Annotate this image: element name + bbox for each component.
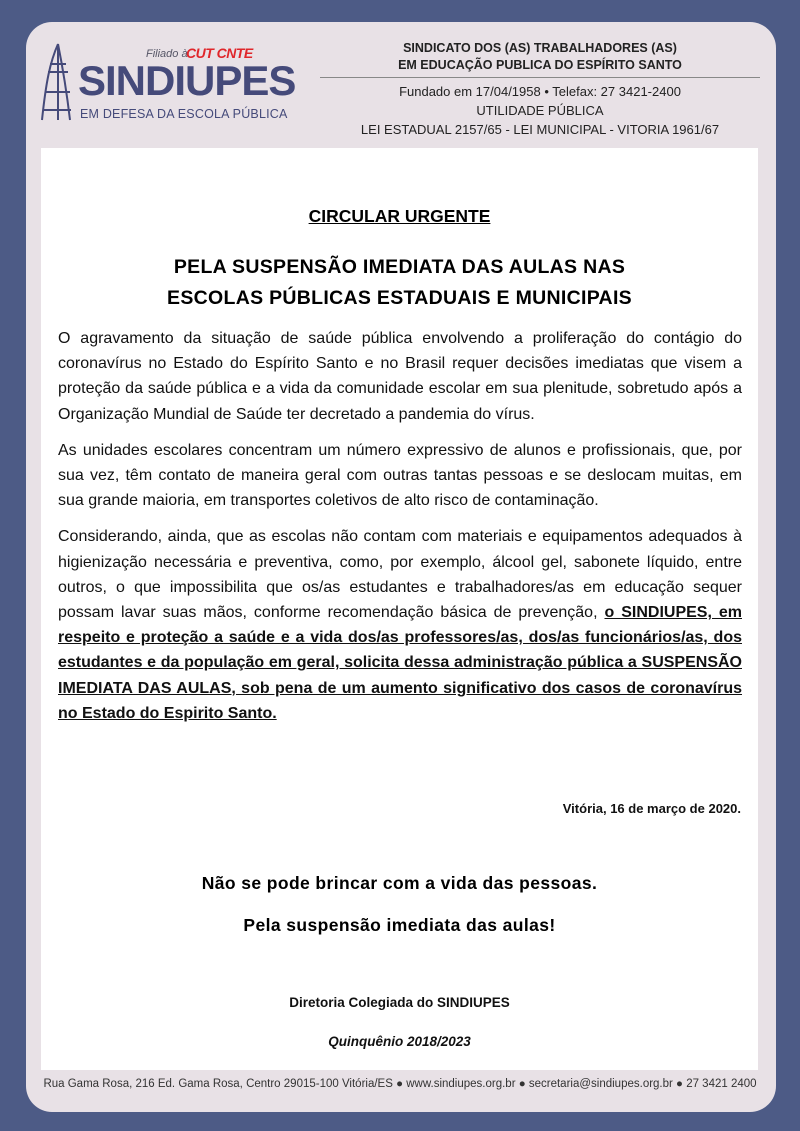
slogan-1: Não se pode brincar com a vida das pessoas. xyxy=(201,873,598,893)
header-divider xyxy=(320,77,760,78)
sindiupes-logo xyxy=(40,40,296,130)
utility-line: UTILIDADE PÚBLICA xyxy=(476,103,604,118)
signature: Diretoria Colegiada do SINDIUPES xyxy=(289,995,510,1010)
circular-label: CIRCULAR URGENTE xyxy=(308,206,491,226)
tower-logo-icon xyxy=(40,42,76,122)
union-name-line1: SINDICATO DOS (AS) TRABALHADORES (AS) xyxy=(403,41,677,55)
date-line: Vitória, 16 de março de 2020. xyxy=(562,801,741,816)
document-title xyxy=(61,252,738,314)
union-info xyxy=(320,40,760,139)
union-name-line2: EM EDUCAÇÃO PUBLICA DO ESPÍRITO SANTO xyxy=(398,58,682,72)
founded-line: Fundado em 17/04/1958 • Telefax: 27 3421-2400 xyxy=(399,84,681,99)
brand-tagline: EM DEFESA DA ESCOLA PÚBLICA xyxy=(80,107,288,121)
letterhead-header xyxy=(40,40,760,140)
cut-cnte-logo: CUT CNTE xyxy=(186,45,253,61)
paragraph-2: As unidades escolares concentram um número expressivo de alunos e profissionais, que, por sua vez, têm contato de maneira geral com outras tantas pessoas e se deslocam muitas, em sua grande maioria, em transportes coletivos de alto risco de contaminação. xyxy=(58,441,742,510)
paragraph-3 xyxy=(58,524,742,726)
brand-name: SINDIUPES xyxy=(78,57,296,104)
paragraph-3-emphasis: o SINDIUPES, em respeito e proteção a saúde e a vida dos/as professores/as, dos/as funcionários/as, dos estudantes e da população em geral, solicita dessa administração pública a SUSPENSÃO IMEDIATA DAS AULAS, sob pena de um aumento significativo dos casos de coronavírus no Estado do Espirito Santo. xyxy=(58,604,742,722)
laws-line: LEI ESTADUAL 2157/65 - LEI MUNICIPAL - VITORIA 1961/67 xyxy=(360,122,720,137)
paragraph-3-text: Considerando, ainda, que as escolas não contam com materiais e equipamentos adequados à higienização necessária e preventiva, como, por exemplo, álcool gel, sabonete líquido, entre outros, o que impossibilita que os/as estudantes e trabalhadores/as em educação sequer possam lavar suas mãos, conforme recomendação básica de prevenção, xyxy=(58,528,742,622)
title-line1: PELA SUSPENSÃO IMEDIATA DAS AULAS NAS xyxy=(173,256,626,278)
term: Quinquênio 2018/2023 xyxy=(328,1034,471,1049)
affiliation-label: Filiado à xyxy=(146,48,188,60)
title-line2: ESCOLAS PÚBLICAS ESTADUAIS E MUNICIPAIS xyxy=(167,287,632,309)
paragraph-1: O agravamento da situação de saúde pública envolvendo a proliferação do contágio do coronavírus no Estado do Espírito Santo e no Brasil requer decisões imediatas que visem a proteção da saúde pública e a vida da comunidade escolar em sua plenitude, sobretudo após a Organização Mundial de Saúde ter decretado a pandemia do vírus. xyxy=(58,330,742,423)
document-body xyxy=(41,148,758,1070)
body-text xyxy=(58,326,742,737)
footer-address: Rua Gama Rosa, 216 Ed. Gama Rosa, Centro 29015-100 Vitória/ES ● www.sindiupes.org.br ● secretaria@sindiupes.org.br ● 27 3421 2400 xyxy=(43,1078,757,1090)
slogan-2: Pela suspensão imediata das aulas! xyxy=(243,915,556,935)
